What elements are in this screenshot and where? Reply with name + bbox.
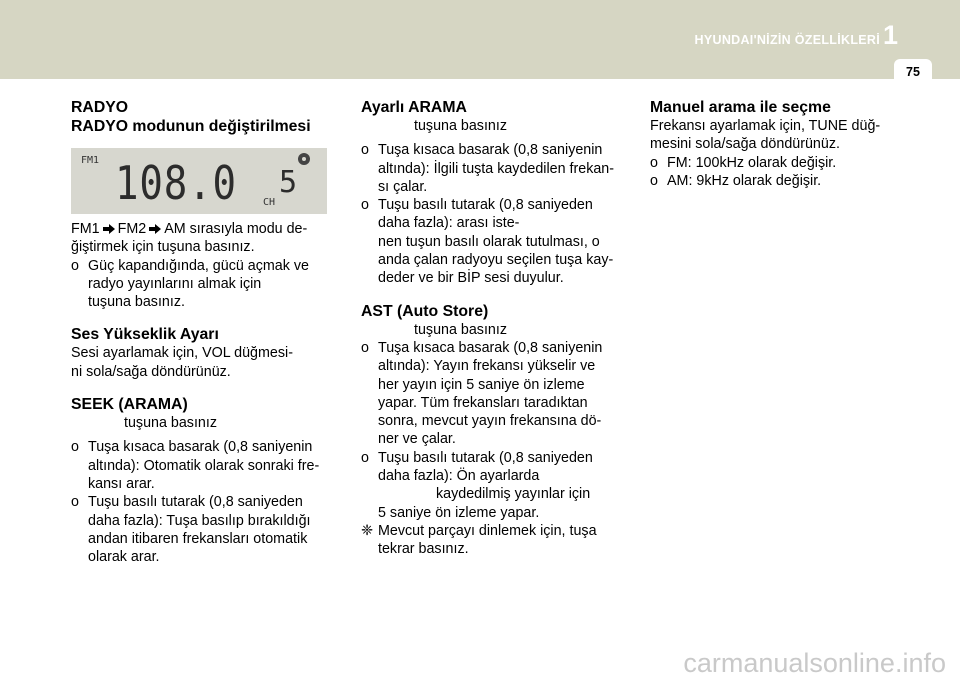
display-frequency: 108.0: [115, 156, 237, 210]
bullet-power: o Güç kapandığında, gücü açmak ve radyo yayınlarını almak için tuşuna basınız.: [71, 257, 309, 311]
heading-seek: SEEK (ARAMA): [71, 396, 188, 414]
mode-sequence-line2: ğiştirmek için tuşuna basınız.: [71, 239, 255, 256]
bullet-fm-step: o FM: 100kHz olarak değişir.: [650, 154, 837, 171]
display-channel-number: 5: [279, 165, 298, 200]
preset-subtitle: tuşuna basınız: [414, 118, 507, 134]
mode-fm1: FM1: [71, 221, 100, 237]
bullet-preset-short: o Tuşa kısaca basarak (0,8 saniyenin altında): İlgili tuşta kaydedilen frekan- sı çalar.: [361, 142, 615, 195]
display-ch-label: CH: [263, 197, 276, 208]
mode-sequence-rest: AM sırasıyla modu de-: [164, 221, 308, 237]
heading-auto-store: AST (Auto Store): [361, 302, 489, 320]
radio-display-image: [71, 148, 327, 214]
chapter-number: 1: [882, 20, 898, 50]
ast-subtitle: tuşuna basınız: [414, 321, 507, 338]
page-number-tab: [894, 59, 932, 85]
disc-icon: [297, 152, 311, 166]
heading-volume: Ses Yükseklik Ayarı: [71, 326, 219, 344]
note-current-track: ❈ Mevcut parçayı dinlemek için, tuşa tekrar basınız.: [361, 522, 597, 558]
mode-fm2: FM2: [117, 221, 147, 237]
bullet-ast-long: o Tuşu basılı tutarak (0,8 saniyeden daha fazla): Ön ayarlarda kaydedilmiş yayınlar için 5 saniye ön izleme yapar.: [361, 449, 593, 521]
mode-sequence-text: [71, 220, 327, 238]
heading-preset-search: Ayarlı ARAMA: [361, 99, 467, 116]
column-right: [650, 98, 915, 190]
arrow-right-icon: [149, 224, 161, 234]
manual-text-1: Frekansı ayarlamak için, TUNE düğ-: [650, 118, 881, 134]
volume-text-1: Sesi ayarlamak için, VOL düğmesi-: [71, 345, 293, 362]
manual-text-2: mesini sola/sağa döndürünüz.: [650, 136, 840, 153]
bullet-ast-short: o Tuşa kısaca basarak (0,8 saniyenin altında): Yayın frekansı yükselir ve her yayın için 5 saniye ön izleme yapar. Tüm frekansları taradıktan sonra, mevcut yayın frekansına dö- ner ve çalar.: [361, 339, 603, 448]
bullet-preset-long: o Tuşu basılı tutarak (0,8 saniyeden daha fazla): arası iste- nen tuşun basılı olarak tutulması, o anda çalan radyoyu seçilen tuşa kay- deder ve bir BİP sesi duyulur.: [361, 197, 614, 287]
note-marker-icon: ❈: [361, 522, 373, 539]
page-number: 75: [906, 65, 920, 79]
section-title: HYUNDAI'NİZİN ÖZELLİKLERİ: [694, 33, 880, 47]
heading-radio-mode: RADYO modunun değiştirilmesi: [71, 118, 311, 135]
heading-radio: RADYO: [71, 99, 129, 116]
display-band-label: FM1: [81, 155, 100, 166]
volume-text-2: ni sola/sağa döndürünüz.: [71, 363, 231, 380]
bullet-am-step: o AM: 9kHz olarak değişir.: [650, 172, 822, 189]
bullet-seek-long: o Tuşu basılı tutarak (0,8 saniyeden daha fazla): Tuşa basılıp bırakıldığı andan itibaren frekansları otomatik olarak arar.: [71, 494, 311, 566]
column-middle: [361, 98, 617, 559]
watermark: carmanualsonline.info: [683, 648, 946, 678]
bullet-seek-short: o Tuşa kısaca basarak (0,8 saniyenin altında): Otomatik olarak sonraki fre- kansı arar.: [71, 439, 320, 492]
header-band: [0, 0, 960, 79]
arrow-right-icon: [103, 224, 115, 234]
seek-subtitle: tuşuna basınız: [124, 415, 217, 432]
heading-manual-search: Manuel arama ile seçme: [650, 99, 831, 116]
column-left: [71, 98, 327, 566]
